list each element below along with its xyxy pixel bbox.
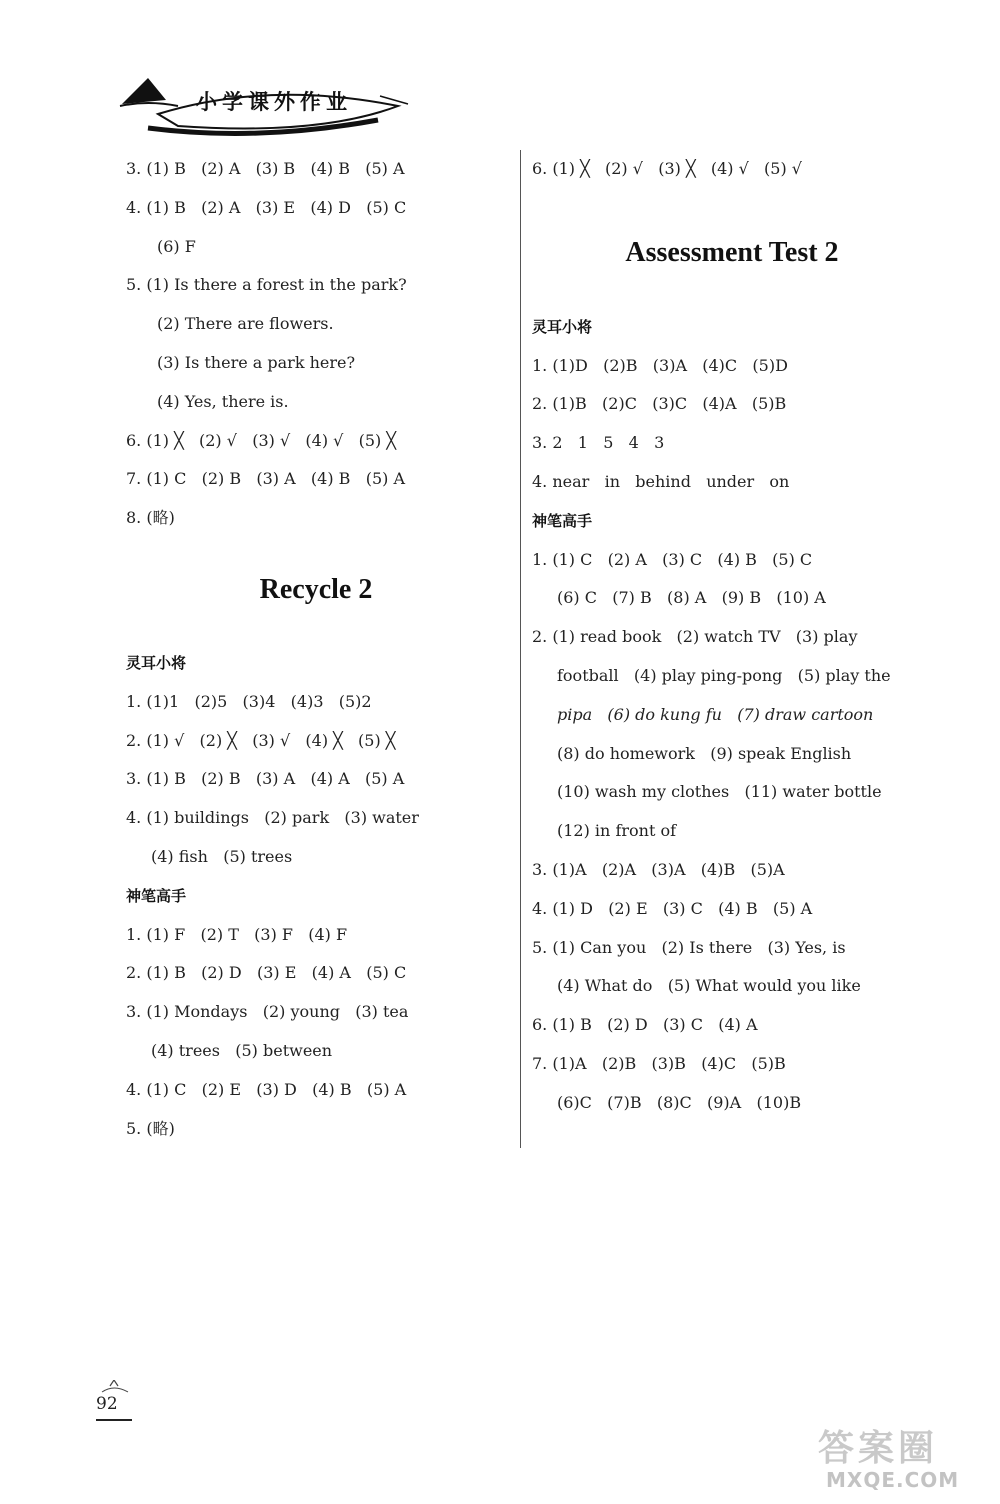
answer-line: (6) F — [157, 236, 196, 256]
answer-line: 4. (1) D (2) E (3) C (4) B (5) A — [532, 898, 813, 918]
answer-line: (6) C (7) B (8) A (9) B (10) A — [557, 588, 826, 608]
page-number: 92 — [96, 1394, 118, 1414]
answer-line: 3. (1) B (2) A (3) B (4) B (5) A — [126, 159, 405, 178]
left-column — [126, 150, 506, 1148]
column-divider — [520, 150, 521, 1148]
answer-line: (6)C (7)B (8)C (9)A (10)B — [557, 1092, 802, 1112]
answer-line: (4) trees (5) between — [151, 1040, 333, 1060]
answer-line: (2) There are flowers. — [157, 314, 334, 334]
answer-line: 2. (1) √ (2) ╳ (3) √ (4) ╳ (5) ╳ — [126, 730, 396, 750]
answer-line: (8) do homework (9) speak English — [557, 743, 852, 763]
watermark-url: MXQE.COM — [826, 1468, 960, 1492]
answer-line: 1. (1)1 (2)5 (3)4 (4)3 (5)2 — [126, 691, 372, 711]
answer-line: 3. 2 1 5 4 3 — [532, 433, 665, 453]
answer-line: 1. (1) C (2) A (3) C (4) B (5) C — [532, 549, 813, 569]
answer-line: (10) wash my clothes (11) water bottle — [557, 782, 882, 802]
answer-line: (3) Is there a park here? — [157, 352, 356, 372]
section-heading-writing: 神笔高手 — [126, 886, 187, 905]
answer-line: 4. (1) C (2) E (3) D (4) B (5) A — [126, 1079, 407, 1099]
answer-line: 3. (1) B (2) B (3) A (4) A (5) A — [126, 769, 405, 789]
answer-line: 4. (1) B (2) A (3) E (4) D (5) C — [126, 197, 407, 217]
answer-line: pipa (6) do kung fu (7) draw cartoon — [557, 704, 874, 724]
answer-line: 5. (略) — [126, 1118, 175, 1138]
answer-line: football (4) play ping-pong (5) play the — [557, 665, 891, 685]
answer-line: (4) fish (5) trees — [151, 846, 293, 866]
answer-line: 2. (1)B (2)C (3)C (4)A (5)B — [532, 394, 787, 414]
answer-line: 6. (1) ╳ (2) √ (3) √ (4) √ (5) ╳ — [126, 430, 396, 450]
answer-line: 8. (略) — [126, 508, 175, 528]
answer-line: (4) What do (5) What would you like — [557, 976, 861, 996]
answer-line: 5. (1) Can you (2) Is there (3) Yes, is — [532, 937, 846, 957]
header-title: 小学课外作业 — [196, 90, 352, 114]
answer-line: 3. (1)A (2)A (3)A (4)B (5)A — [532, 859, 785, 879]
answer-line: 5. (1) Is there a forest in the park? — [126, 275, 407, 295]
section-title-recycle: Recycle 2 — [259, 573, 373, 605]
right-column — [532, 150, 932, 1123]
answer-line: 2. (1) B (2) D (3) E (4) A (5) C — [126, 963, 407, 983]
section-heading-writing: 神笔高手 — [532, 511, 593, 530]
answer-line: 1. (1) F (2) T (3) F (4) F — [126, 924, 348, 944]
watermark-logo: 答案圈 — [818, 1428, 939, 1469]
answer-line: 2. (1) read book (2) watch TV (3) play — [532, 627, 858, 647]
section-heading-listening: 灵耳小将 — [126, 653, 187, 672]
answer-line: 7. (1)A (2)B (3)B (4)C (5)B — [532, 1053, 786, 1073]
answer-line: 6. (1) ╳ (2) √ (3) ╳ (4) √ (5) √ — [532, 159, 802, 178]
answer-line: (4) Yes, there is. — [157, 391, 289, 411]
answer-line: 1. (1)D (2)B (3)A (4)C (5)D — [532, 355, 788, 375]
answer-line: (12) in front of — [557, 821, 677, 841]
answer-line: 7. (1) C (2) B (3) A (4) B (5) A — [126, 469, 405, 489]
answer-line: 4. (1) buildings (2) park (3) water — [126, 808, 419, 828]
answer-line: 3. (1) Mondays (2) young (3) tea — [126, 1002, 409, 1022]
answer-line: 6. (1) B (2) D (3) C (4) A — [532, 1015, 758, 1035]
section-heading-listening: 灵耳小将 — [532, 317, 593, 336]
answer-line: 4. near in behind under on — [532, 471, 790, 491]
section-title-assessment: Assessment Test 2 — [625, 236, 839, 268]
